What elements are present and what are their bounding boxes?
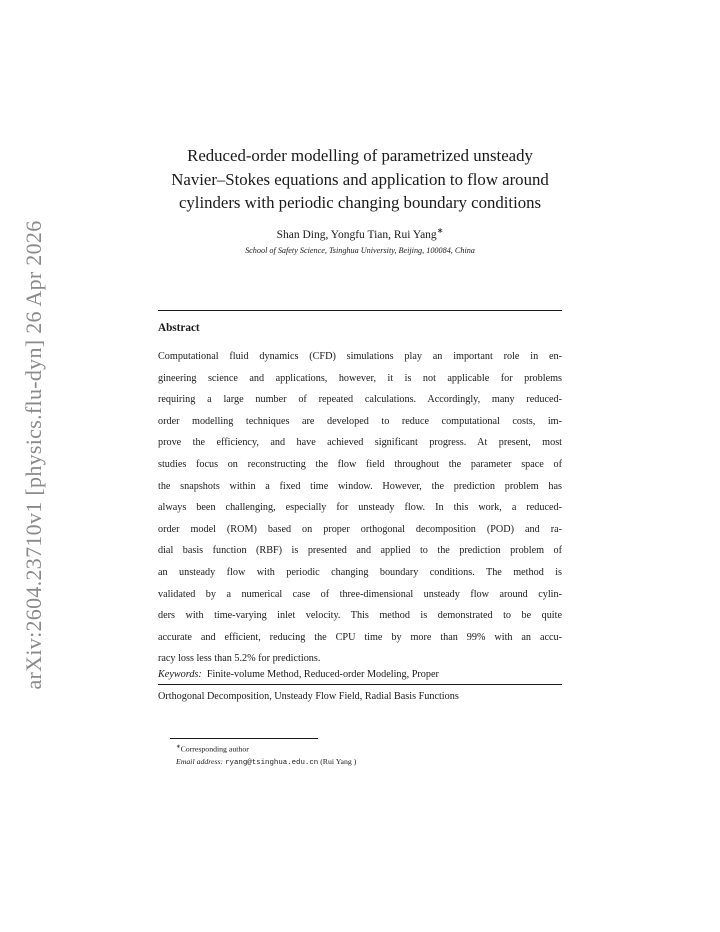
bottom-divider	[158, 684, 562, 685]
email-link[interactable]: ryang@tsinghua.edu.cn	[225, 758, 319, 767]
paper-title	[150, 144, 570, 215]
abstract-body	[158, 346, 562, 670]
abstract-heading: Abstract	[158, 322, 200, 334]
abstract-line: studies focus on reconstructing the flow field throughout the parameter space of	[158, 458, 562, 470]
abstract-line: ders with time-varying inlet velocity. This method is demonstrated to be quite	[158, 610, 562, 622]
footnote-corresponding	[176, 741, 356, 756]
arxiv-identifier-sidebar	[14, 215, 54, 695]
abstract-line: prove the efficiency, and have achieved significant progress. At present, most	[158, 437, 562, 449]
footnote-corresponding-text: Corresponding author	[180, 744, 249, 754]
footnote-mark: ∗	[176, 744, 181, 750]
affiliation: School of Safety Science, Tsinghua University, Beijing, 100084, China	[245, 246, 475, 255]
corresponding-mark: ∗	[436, 226, 444, 235]
abstract-line: always been challenging, especially for unsteady flow. In this work, a reduced-	[158, 502, 562, 514]
abstract-line: gineering science and applications, however, it is not applicable for problems	[158, 372, 562, 384]
footnote-email	[176, 756, 356, 769]
author-list	[150, 226, 570, 241]
keywords-text: Finite-volume Method, Reduced-order Modeling, Proper	[206, 669, 439, 680]
abstract-line: Computational fluid dynamics (CFD) simulations play an important role in en-	[158, 351, 562, 362]
footnote-rule	[170, 738, 318, 739]
email-label: Email address:	[176, 756, 224, 766]
keywords	[158, 664, 562, 707]
keywords-label: Keywords:	[158, 669, 202, 680]
abstract-line: order model (ROM) based on proper orthogonal decomposition (POD) and ra-	[158, 523, 562, 535]
top-divider	[158, 310, 562, 311]
abstract-line: requiring a large number of repeated calculations. Accordingly, many reduced-	[158, 394, 562, 406]
arxiv-identifier: arXiv:2604.23710v1 [physics.flu-dyn] 26 Apr 2026	[21, 220, 46, 690]
keywords-line	[158, 664, 562, 686]
title-line: Navier–Stokes equations and application to flow around	[171, 169, 549, 189]
title-line: Reduced-order modelling of parametrized unsteady	[187, 146, 533, 165]
abstract-line: order modelling techniques are developed to reduce computational costs, im-	[158, 415, 562, 427]
abstract-line: an unsteady flow with periodic changing boundary conditions. The method is	[158, 566, 562, 578]
abstract-line: racy loss less than 5.2% for predictions.	[158, 653, 321, 665]
title-line: cylinders with periodic changing boundary conditions	[178, 193, 542, 212]
abstract-line: validated by a numerical case of three-dimensional unsteady flow around cylin-	[158, 588, 562, 600]
abstract-line: the snapshots within a fixed time window. However, the prediction problem has	[158, 480, 562, 492]
abstract-line: accurate and efficient, reducing the CPU time by more than 99% with an accu-	[158, 631, 562, 643]
author-names: Shan Ding, Yongfu Tian, Rui Yang	[276, 228, 437, 241]
email-name: (Rui Yang )	[320, 756, 357, 766]
footnote	[176, 741, 356, 769]
abstract-line: dial basis function (RBF) is presented and applied to the prediction problem of	[158, 545, 562, 557]
keywords-line: Orthogonal Decomposition, Unsteady Flow Field, Radial Basis Functions	[158, 690, 459, 702]
